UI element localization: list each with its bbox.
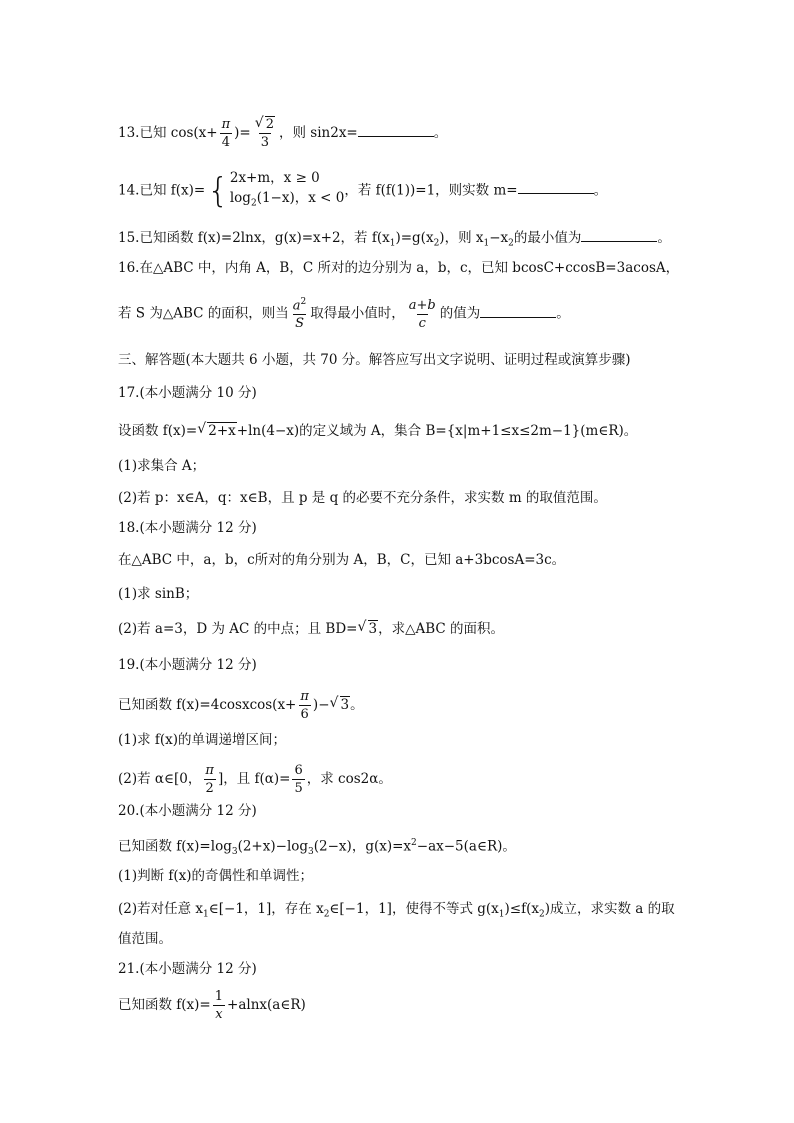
case-1: 2x+m，x ≥ 0 [229, 170, 320, 186]
question-20-body [118, 833, 516, 862]
question-16-line-2: 若 S 为△ABC 的面积，则当 $\frac{a^2}{S}$ 取得最小值时， $\frac{a+b}{c}$ 的值为 。 [118, 297, 570, 332]
q20-text: (2)若对任意 x [118, 901, 204, 917]
q20-text: ∈[−1，1]，使得不等式 g(x [329, 901, 499, 917]
case-2-log: log [229, 190, 251, 206]
sqrt [330, 695, 351, 715]
fraction-numerator: π [205, 763, 214, 778]
fraction-numerator [253, 115, 277, 133]
question-21-heading: 21.(本小题满分 12 分) [118, 961, 257, 977]
fraction [220, 118, 233, 149]
q13-text: 13.已知 cos(x+ [118, 125, 218, 141]
fraction-denominator: 2 [205, 781, 214, 796]
fraction-numerator: a+b [408, 297, 436, 313]
subscript: 2 [538, 909, 545, 920]
question-20-part-1: (1)判断 f(x)的奇偶性和单调性； [118, 868, 314, 884]
question-17-part-1: (1)求集合 A； [118, 458, 206, 474]
case-2-sub: 2 [250, 198, 257, 209]
q16-text: 的值为 [439, 305, 481, 322]
sqrt [254, 115, 275, 132]
radical-sign-icon: √ [197, 421, 207, 437]
subscript: 1 [498, 909, 505, 920]
fraction-numerator: π [221, 117, 231, 132]
brace-icon: { [207, 170, 229, 211]
sqrt [358, 619, 379, 639]
fraction-numerator [291, 298, 309, 314]
fraction-denominator: 4 [221, 135, 230, 150]
q19-text: (2)若 α∈[0， [118, 771, 202, 787]
question-14: 14.已知 f(x)={ 2x+m，x ≥ 0 $\log_2(1-x)$，x < 0 ，若 f(f(1))=1，则实数 m= 。 [118, 168, 607, 214]
fraction-numerator: π [300, 689, 309, 704]
question-13: 13.已知 cos(x+ $\frac{\pi}{4}$ )= √ 2 3 ，则 sin2x= 。 [118, 115, 448, 150]
q19-text: )− [312, 697, 330, 713]
fraction-denominator: 3 [260, 135, 269, 150]
sqrt [197, 421, 237, 441]
q20-text: ∈[−1，1]，存在 x [208, 901, 324, 917]
q17-text: +ln(4−x)的定义域为 A，集合 B={x|m+1≤x≤2m−1}(m∈R)。 [236, 423, 638, 439]
q18-text: (2)若 a=3，D 为 AC 的中点；且 BD= [118, 621, 358, 637]
case-2-rest: (1−x)，x < 0 [256, 190, 345, 206]
fraction [253, 115, 277, 150]
q18-text: ，求△ABC 的面积。 [378, 621, 505, 637]
piecewise-cases [230, 168, 344, 214]
subscript: 1 [483, 238, 490, 249]
q16-text: 若 S 为△ABC 的面积，则当 [118, 305, 289, 322]
q19-text: 。 [350, 697, 364, 713]
q15-text: )，则 x [439, 230, 484, 246]
subscript: 3 [308, 847, 314, 858]
q15-text: −x [489, 230, 509, 246]
section-heading: 三、解答题(本大题共 6 小题，共 70 分。解答应写出文字说明、证明过程或演算步骤) [118, 352, 631, 368]
subscript: 2 [323, 909, 330, 920]
q15-text: 15.已知函数 f(x)=2lnx，g(x)=x+2，若 f(x [118, 230, 390, 246]
subscript: 1 [203, 909, 209, 920]
sqrt-arg: 3 [340, 697, 350, 713]
fraction [291, 298, 309, 330]
subscript: 2 [508, 238, 514, 249]
q20-text: −ax−5(a∈R)。 [416, 838, 516, 855]
q20-text: )≤f(x [504, 901, 539, 917]
answer-blank[interactable] [358, 124, 434, 137]
sqrt-arg: 2+x [208, 423, 236, 439]
q16-text: 取得最小值时， [310, 305, 405, 322]
superscript: 2 [300, 297, 307, 307]
radical-sign-icon: √ [357, 619, 367, 635]
question-18-part-1: (1)求 sinB； [118, 586, 199, 602]
q20-text: (2−x)，g(x)=x [313, 838, 412, 855]
q19-text: 已知函数 f(x)=4cosxcos(x+ [118, 697, 297, 713]
answer-blank[interactable] [480, 305, 556, 318]
fraction [213, 990, 225, 1021]
fraction-denominator: c [418, 315, 426, 331]
subscript: 3 [231, 847, 238, 858]
answer-blank[interactable] [518, 181, 594, 194]
sqrt-arg: 3 [368, 621, 378, 637]
question-20-part-2-line-2: 值范围。 [118, 931, 172, 947]
question-19-part-1: (1)求 f(x)的单调递增区间； [118, 732, 287, 748]
f1-num: a [292, 298, 301, 314]
subscript: 2 [433, 238, 440, 249]
question-18-part-2 [118, 619, 504, 639]
question-20-heading: 20.(本小题满分 12 分) [118, 803, 257, 819]
fraction-denominator: x [215, 1007, 223, 1022]
fraction-numerator: 6 [294, 763, 303, 778]
q20-text: (2+x)−log [237, 838, 309, 855]
radical-sign-icon: √ [329, 695, 339, 711]
question-18-body: 在△ABC 中，a，b，c所对的角分别为 A，B，C，已知 a+3bcosA=3c。 [118, 552, 566, 568]
question-19-heading: 19.(本小题满分 12 分) [118, 657, 257, 673]
q13-text: ，则 sin2x= [279, 125, 358, 141]
question-18-heading: 18.(本小题满分 12 分) [118, 520, 257, 536]
question-15: 15.已知函数 f(x)=2lnx，g(x)=x+2，若 $f(x_1)=g(x_2)$，则 $x_1-x_2$的最小值为 。 [118, 230, 671, 249]
q20-text: )成立，求实数 a 的取 [544, 901, 675, 917]
fraction-denominator: 6 [300, 707, 309, 722]
q19-text: ]，且 f(α)= [217, 771, 291, 787]
q14-text: 14.已知 f(x)= [118, 182, 206, 199]
sqrt-arg: 2 [265, 117, 274, 132]
fraction [203, 764, 216, 795]
q13-text: )= [234, 125, 251, 141]
question-20-part-2 [118, 899, 675, 925]
q14-text: ，若 f(f(1))=1，则实数 m= [344, 182, 518, 199]
case-2 [230, 188, 344, 214]
fraction [298, 690, 311, 721]
fraction-denominator: 5 [294, 781, 303, 796]
question-17-part-2: (2)若 p：x∈A，q：x∈B，且 p 是 q 的必要不充分条件，求实数 m 的取值范围。 [118, 490, 607, 506]
q20-text: 已知函数 f(x)=log [118, 838, 232, 855]
fraction [292, 764, 304, 795]
fraction-numerator: 1 [214, 989, 224, 1004]
q19-text: ，求 cos2α。 [306, 771, 392, 787]
q15-text: )=g(x [395, 230, 434, 246]
question-17-body [118, 421, 637, 441]
question-16-line-1: 16.在△ABC 中，内角 A，B，C 所对的边分别为 a，b，c，已知 bcosC+ccosB=3acosA， [118, 260, 680, 276]
fraction-denominator: S [295, 316, 304, 332]
answer-blank[interactable] [581, 229, 657, 242]
superscript: 2 [411, 838, 417, 848]
q17-text: 设函数 f(x)= [118, 423, 198, 439]
fraction [407, 299, 438, 330]
question-21-body [118, 990, 306, 1021]
subscript: 1 [389, 238, 396, 249]
q15-text: 的最小值为 [513, 230, 582, 246]
q21-text: +alnx(a∈R) [227, 997, 306, 1013]
radical-sign-icon: √ [254, 115, 264, 131]
question-19-body [118, 690, 364, 721]
question-17-heading: 17.(本小题满分 10 分) [118, 385, 257, 401]
question-19-part-2 [118, 764, 392, 795]
q21-text: 已知函数 f(x)= [118, 997, 211, 1013]
